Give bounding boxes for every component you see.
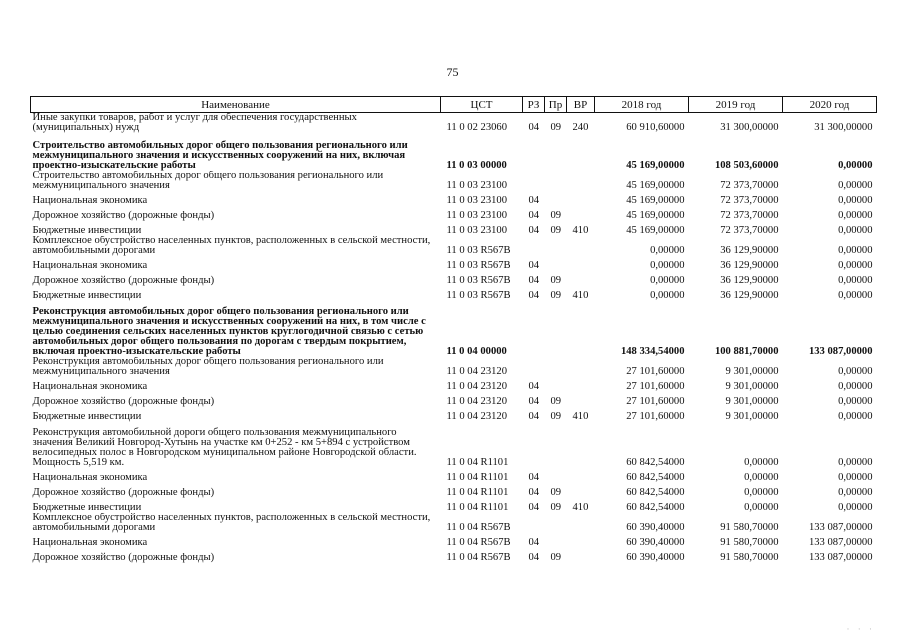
cell-cst: 11 0 03 23100 — [446, 195, 508, 206]
table-row — [31, 548, 877, 563]
cell-vr: 240 — [572, 122, 589, 133]
cell-cst: 11 0 02 23060 — [446, 122, 508, 133]
cell-2020: 0,00000 — [838, 290, 873, 301]
cell-2020: 31 300,00000 — [814, 122, 873, 133]
cell-name: Национальная экономика — [32, 472, 148, 483]
cell-pr: 09 — [550, 290, 562, 301]
cell-2020: 133 087,00000 — [808, 522, 873, 533]
header-2020: 2020 год — [783, 97, 877, 113]
cell-rz: 04 — [528, 472, 540, 483]
cell-cst: 11 0 04 R1101 — [446, 487, 509, 498]
cell-rz — [523, 236, 545, 256]
cell-2019: 108 503,60000 — [714, 160, 779, 171]
cell-name: Реконструкция автомобильных дорог общего пользования регионального или межмуниципального значения и искусственных сооружений на них, в том числе с целью соединения сельских населенных пунктов круглогодичной связью с сетью автомобильных дорог общего пользования по дорогам с твердым покрытием, включая проектно-изыскательские работы — [32, 306, 426, 357]
cell-cst: 11 0 03 00000 — [446, 160, 507, 171]
cell-cst: 11 0 04 23120 — [446, 366, 508, 377]
table-row — [31, 498, 877, 513]
cell-vr — [567, 468, 595, 483]
table-row — [31, 468, 877, 483]
cell-name: Реконструкция автомобильной дороги общего пользования межмуниципального значения Великий Новгород-Хутынь на участке км 0+252 - км 5+894 с устройством велосипедных полос в Новгородском муниципальном районе Новгородской области. Мощность 5,519 км. — [32, 427, 417, 468]
cell-2018: 60 390,40000 — [626, 537, 685, 548]
cell-vr — [567, 301, 595, 357]
cell-rz — [523, 171, 545, 191]
cell-2020: 0,00000 — [838, 366, 873, 377]
cell-name: Строительство автомобильных дорог общего пользования регионального или межмуниципального значения — [32, 171, 384, 191]
cell-2020: 133 087,00000 — [808, 537, 873, 548]
cell-2018: 27 101,60000 — [626, 381, 685, 392]
table-row — [31, 301, 877, 357]
cell-rz: 04 — [528, 502, 540, 513]
table-row — [31, 286, 877, 301]
cell-2018: 60 910,60000 — [626, 122, 685, 133]
cell-vr — [567, 171, 595, 191]
cell-name: Реконструкция автомобильных дорог общего пользования регионального или межмуниципального значения — [32, 357, 384, 377]
cell-pr — [545, 133, 567, 171]
cell-name: Национальная экономика — [32, 381, 148, 392]
cell-vr — [567, 377, 595, 392]
table-row — [31, 407, 877, 422]
cell-2020: 0,00000 — [838, 275, 873, 286]
header-2018: 2018 год — [595, 97, 689, 113]
cell-2018: 60 842,54000 — [626, 472, 685, 483]
cell-rz: 04 — [528, 487, 540, 498]
table-row — [31, 392, 877, 407]
cell-cst: 11 0 03 23100 — [446, 210, 508, 221]
cell-2018: 148 334,54000 — [620, 346, 685, 357]
header-cst: ЦСТ — [441, 97, 523, 113]
cell-2018: 60 842,54000 — [626, 457, 685, 468]
cell-name: Дорожное хозяйство (дорожные фонды) — [32, 275, 215, 286]
cell-pr: 09 — [550, 552, 562, 563]
page-number: 75 — [446, 65, 459, 79]
cell-2018: 45 169,00000 — [626, 180, 685, 191]
cell-pr — [545, 171, 567, 191]
cell-2019: 9 301,00000 — [725, 366, 779, 377]
cell-rz: 04 — [528, 396, 540, 407]
cell-2018: 27 101,60000 — [626, 396, 685, 407]
cell-name: Комплексное обустройство населенных пунктов, расположенных в сельской местности, автомобильными дорогами — [32, 236, 431, 256]
cell-name: Иные закупки товаров, работ и услуг для обеспечения государственных (муниципальных) нужд — [32, 112, 357, 133]
cell-pr: 09 — [550, 502, 562, 513]
cell-pr: 09 — [550, 275, 562, 286]
cell-pr — [545, 256, 567, 271]
cell-name: Национальная экономика — [32, 537, 148, 548]
cell-2018: 45 169,00000 — [626, 210, 685, 221]
cell-vr — [567, 191, 595, 206]
cell-2019: 36 129,90000 — [720, 275, 779, 286]
table-body — [31, 113, 877, 564]
cell-vr: 410 — [572, 290, 589, 301]
cell-2019: 0,00000 — [744, 457, 779, 468]
cell-name: Дорожное хозяйство (дорожные фонды) — [32, 396, 215, 407]
cell-2020: 0,00000 — [838, 457, 873, 468]
cell-2020: 0,00000 — [838, 160, 873, 171]
cell-2020: 0,00000 — [838, 381, 873, 392]
cell-2020: 0,00000 — [838, 487, 873, 498]
cell-2020: 0,00000 — [838, 502, 873, 513]
cell-cst: 11 0 04 R1101 — [446, 502, 509, 513]
cell-2019: 91 580,70000 — [720, 522, 779, 533]
cell-rz: 04 — [528, 290, 540, 301]
cell-2019: 9 301,00000 — [725, 411, 779, 422]
cell-2019: 36 129,90000 — [720, 260, 779, 271]
budget-table — [30, 96, 877, 563]
cell-2018: 0,00000 — [650, 260, 685, 271]
cell-2018: 0,00000 — [650, 290, 685, 301]
cell-2020: 0,00000 — [838, 411, 873, 422]
cell-vr: 410 — [572, 411, 589, 422]
table-row — [31, 236, 877, 256]
cell-vr: 410 — [572, 225, 589, 236]
cell-rz: 04 — [528, 122, 540, 133]
cell-2018: 27 101,60000 — [626, 411, 685, 422]
header-2019: 2019 год — [689, 97, 783, 113]
cell-2019: 36 129,90000 — [720, 290, 779, 301]
cell-2018: 45 169,00000 — [626, 160, 685, 171]
cell-name: Бюджетные инвестиции — [32, 502, 142, 513]
cell-vr — [567, 422, 595, 468]
cell-name: Строительство автомобильных дорог общего пользования регионального или межмуниципального значения и искусственных сооружений на них, включая проектно-изыскательские работы — [32, 140, 408, 171]
scan-mark: · · · — [846, 624, 875, 634]
header-name: Наименование — [31, 97, 441, 113]
cell-pr — [545, 357, 567, 377]
cell-rz: 04 — [528, 411, 540, 422]
cell-rz: 04 — [528, 275, 540, 286]
cell-rz: 04 — [528, 381, 540, 392]
cell-vr — [567, 513, 595, 533]
cell-2019: 36 129,90000 — [720, 245, 779, 256]
cell-2019: 91 580,70000 — [720, 537, 779, 548]
table-header-row — [31, 97, 877, 113]
cell-cst: 11 0 03 R567B — [446, 245, 511, 256]
table-row — [31, 191, 877, 206]
table-row — [31, 113, 877, 134]
cell-vr: 410 — [572, 502, 589, 513]
cell-cst: 11 0 04 R567B — [446, 522, 511, 533]
cell-name: Бюджетные инвестиции — [32, 411, 142, 422]
cell-rz — [523, 301, 545, 357]
table-row — [31, 483, 877, 498]
cell-pr: 09 — [550, 487, 562, 498]
cell-vr — [567, 271, 595, 286]
cell-cst: 11 0 04 R567B — [446, 537, 511, 548]
cell-vr — [567, 256, 595, 271]
cell-2020: 133 087,00000 — [808, 552, 873, 563]
cell-rz — [523, 422, 545, 468]
cell-2019: 9 301,00000 — [725, 396, 779, 407]
cell-cst: 11 0 04 R1101 — [446, 472, 509, 483]
cell-cst: 11 0 03 R567B — [446, 260, 511, 271]
cell-vr — [567, 548, 595, 563]
cell-cst: 11 0 04 23120 — [446, 396, 508, 407]
header-vr: ВР — [567, 97, 595, 113]
cell-rz: 04 — [528, 537, 540, 548]
cell-vr — [567, 236, 595, 256]
cell-pr: 09 — [550, 396, 562, 407]
cell-2020: 133 087,00000 — [808, 346, 873, 357]
cell-2019: 0,00000 — [744, 502, 779, 513]
cell-cst: 11 0 04 R1101 — [446, 457, 509, 468]
table-row — [31, 357, 877, 377]
cell-rz — [523, 133, 545, 171]
cell-cst: 11 0 04 23120 — [446, 411, 508, 422]
cell-cst: 11 0 03 R567B — [446, 290, 511, 301]
cell-pr — [545, 301, 567, 357]
table-row — [31, 133, 877, 171]
cell-pr: 09 — [550, 225, 562, 236]
table-row — [31, 533, 877, 548]
cell-2019: 72 373,70000 — [720, 195, 779, 206]
cell-rz — [523, 513, 545, 533]
cell-pr: 09 — [550, 210, 562, 221]
cell-name: Национальная экономика — [32, 260, 148, 271]
cell-pr — [545, 191, 567, 206]
cell-pr: 09 — [550, 411, 562, 422]
cell-2020: 0,00000 — [838, 210, 873, 221]
cell-pr: 09 — [550, 122, 562, 133]
cell-pr — [545, 236, 567, 256]
cell-2018: 60 842,54000 — [626, 487, 685, 498]
cell-2020: 0,00000 — [838, 195, 873, 206]
table-row — [31, 422, 877, 468]
cell-2018: 27 101,60000 — [626, 366, 685, 377]
cell-rz: 04 — [528, 225, 540, 236]
cell-name: Дорожное хозяйство (дорожные фонды) — [32, 552, 215, 563]
cell-vr — [567, 392, 595, 407]
cell-cst: 11 0 04 23120 — [446, 381, 508, 392]
cell-2019: 0,00000 — [744, 472, 779, 483]
cell-2020: 0,00000 — [838, 260, 873, 271]
cell-cst: 11 0 03 23100 — [446, 225, 508, 236]
cell-rz: 04 — [528, 260, 540, 271]
cell-2018: 45 169,00000 — [626, 225, 685, 236]
cell-rz: 04 — [528, 552, 540, 563]
cell-rz — [523, 357, 545, 377]
header-pr: Пр — [545, 97, 567, 113]
table-row — [31, 221, 877, 236]
cell-vr — [567, 483, 595, 498]
cell-2020: 0,00000 — [838, 225, 873, 236]
cell-name: Комплексное обустройство населенных пунктов, расположенных в сельской местности, автомобильными дорогами — [32, 513, 431, 533]
header-rz: РЗ — [523, 97, 545, 113]
cell-name: Дорожное хозяйство (дорожные фонды) — [32, 210, 215, 221]
cell-cst: 11 0 04 00000 — [446, 346, 507, 357]
cell-rz: 04 — [528, 210, 540, 221]
cell-2019: 72 373,70000 — [720, 180, 779, 191]
cell-2020: 0,00000 — [838, 472, 873, 483]
table-row — [31, 171, 877, 191]
cell-2020: 0,00000 — [838, 180, 873, 191]
cell-pr — [545, 533, 567, 548]
cell-vr — [567, 357, 595, 377]
table-row — [31, 513, 877, 533]
table-row — [31, 256, 877, 271]
cell-2019: 31 300,00000 — [720, 122, 779, 133]
cell-2018: 60 390,40000 — [626, 522, 685, 533]
table-row — [31, 377, 877, 392]
cell-name: Бюджетные инвестиции — [32, 225, 142, 236]
cell-pr — [545, 377, 567, 392]
cell-2019: 72 373,70000 — [720, 225, 779, 236]
cell-vr — [567, 533, 595, 548]
cell-2018: 60 390,40000 — [626, 552, 685, 563]
cell-pr — [545, 422, 567, 468]
cell-2019: 9 301,00000 — [725, 381, 779, 392]
cell-2018: 45 169,00000 — [626, 195, 685, 206]
cell-2019: 72 373,70000 — [720, 210, 779, 221]
cell-vr — [567, 206, 595, 221]
cell-name: Бюджетные инвестиции — [32, 290, 142, 301]
cell-rz: 04 — [528, 195, 540, 206]
cell-pr — [545, 513, 567, 533]
table-row — [31, 271, 877, 286]
cell-cst: 11 0 04 R567B — [446, 552, 511, 563]
cell-cst: 11 0 03 R567B — [446, 275, 511, 286]
cell-pr — [545, 468, 567, 483]
cell-2018: 0,00000 — [650, 245, 685, 256]
cell-2018: 0,00000 — [650, 275, 685, 286]
cell-2019: 100 881,70000 — [714, 346, 779, 357]
cell-2018: 60 842,54000 — [626, 502, 685, 513]
cell-cst: 11 0 03 23100 — [446, 180, 508, 191]
cell-name: Дорожное хозяйство (дорожные фонды) — [32, 487, 215, 498]
cell-2020: 0,00000 — [838, 396, 873, 407]
cell-2019: 0,00000 — [744, 487, 779, 498]
cell-name: Национальная экономика — [32, 195, 148, 206]
cell-vr — [567, 133, 595, 171]
table-row — [31, 206, 877, 221]
cell-2020: 0,00000 — [838, 245, 873, 256]
cell-2019: 91 580,70000 — [720, 552, 779, 563]
